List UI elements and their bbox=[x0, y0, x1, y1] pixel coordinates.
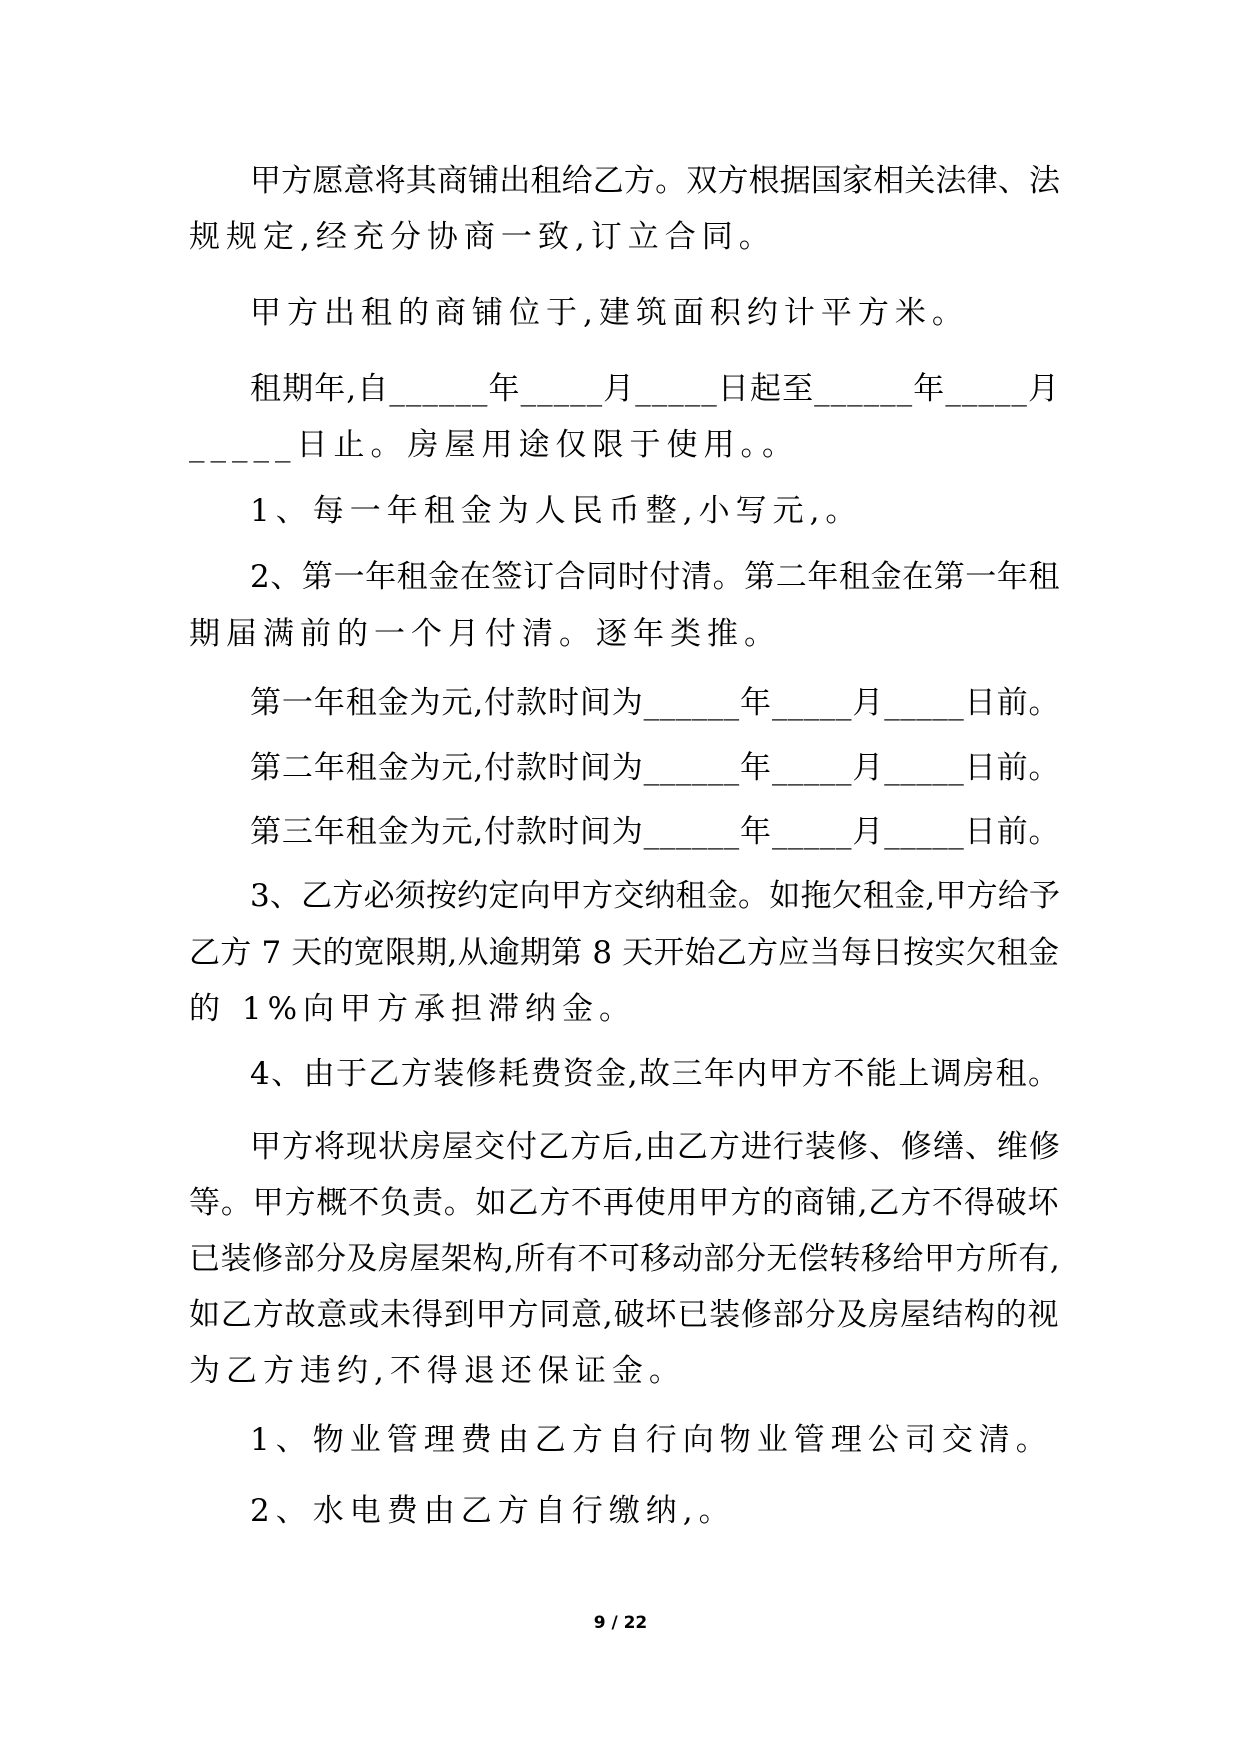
paragraph-line: _____日止。房屋用途仅限于使用。。 bbox=[189, 427, 799, 463]
paragraph-line: 规规定,经充分协商一致,订立合同。 bbox=[189, 219, 776, 255]
paragraph-line: 乙方 7 天的宽限期,从逾期第 8 天开始乙方应当每日按实欠租金 bbox=[189, 935, 1059, 971]
paragraph-line: 4、由于乙方装修耗费资金,故三年内甲方不能上调房租。 bbox=[250, 1056, 1060, 1092]
paragraph-line: 等。甲方概不负责。如乙方不再使用甲方的商铺,乙方不得破坏 bbox=[189, 1185, 1059, 1221]
page-number: 9 / 22 bbox=[593, 1613, 648, 1633]
paragraph-line: 甲方愿意将其商铺出租给乙方。双方根据国家相关法律、法 bbox=[250, 163, 1060, 199]
paragraph-line: 1、每一年租金为人民币整,小写元,。 bbox=[250, 493, 863, 529]
paragraph-line: 期届满前的一个月付清。逐年类推。 bbox=[189, 616, 781, 652]
paragraph-line: 第二年租金为元,付款时间为______年_____月_____日前。 bbox=[250, 750, 1060, 786]
paragraph-line: 如乙方故意或未得到甲方同意,破坏已装修部分及房屋结构的视 bbox=[189, 1297, 1059, 1333]
paragraph-line: 2、第一年租金在签订合同时付清。第二年租金在第一年租 bbox=[250, 559, 1060, 595]
paragraph-line: 租期年,自______年_____月_____日起至______年_____月 bbox=[250, 371, 1060, 407]
paragraph-line: 第三年租金为元,付款时间为______年_____月_____日前。 bbox=[250, 814, 1060, 850]
paragraph-line: 1、物业管理费由乙方自行向物业管理公司交清。 bbox=[250, 1422, 1053, 1458]
paragraph-line: 第一年租金为元,付款时间为______年_____月_____日前。 bbox=[250, 685, 1060, 721]
paragraph-line: 甲方出租的商铺位于,建筑面积约计平方米。 bbox=[250, 295, 969, 331]
paragraph-line: 3、乙方必须按约定向甲方交纳租金。如拖欠租金,甲方给予 bbox=[250, 878, 1060, 914]
paragraph-line: 的 1%向甲方承担滞纳金。 bbox=[189, 991, 637, 1027]
paragraph-line: 2、水电费由乙方自行缴纳,。 bbox=[250, 1493, 736, 1529]
paragraph-line: 已装修部分及房屋架构,所有不可移动部分无偿转移给甲方所有, bbox=[189, 1241, 1061, 1277]
paragraph-line: 为乙方违约,不得退还保证金。 bbox=[189, 1353, 686, 1389]
paragraph-line: 甲方将现状房屋交付乙方后,由乙方进行装修、修缮、维修 bbox=[250, 1129, 1061, 1165]
